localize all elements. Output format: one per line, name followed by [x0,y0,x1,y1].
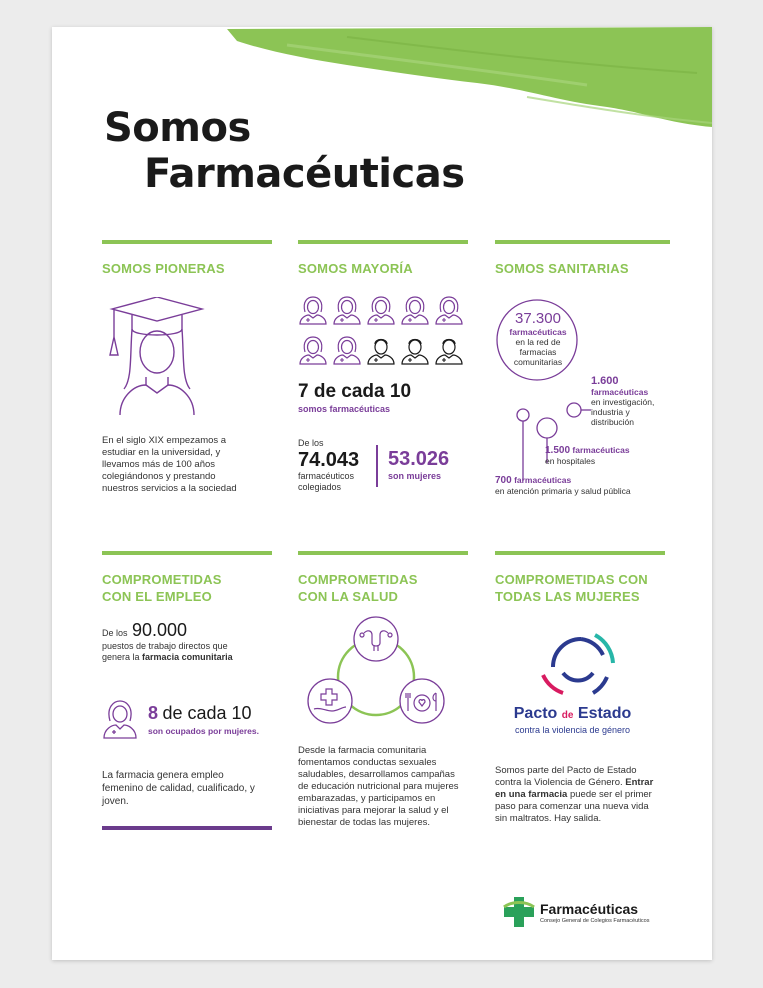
colegiados-block [298,437,468,497]
ratio-big [148,703,252,724]
women-number: 53.026 [388,448,450,470]
section-title [495,571,665,605]
pacto-sub: contra la violencia de género [514,725,631,735]
title-line-2: CON EL EMPLEO [102,589,212,604]
pharmacist-woman-icon [332,335,362,365]
women-label: son mujeres [388,471,442,481]
section-mujeres [495,551,665,825]
page-title [104,105,465,197]
hand-cross-icon [308,679,352,723]
c4-bold: farmacéuticas [514,475,572,485]
section-bottom-rule [102,826,272,830]
pharmacist-woman-icon [332,295,362,325]
section-rule [298,240,468,244]
pharmacy-cross-icon [502,895,536,929]
graduate-woman-icon [102,297,212,417]
mujeres-text-a: Somos parte del Pacto de Estado contra la Violencia de Género. [495,765,637,788]
uterus-icon [354,617,398,661]
section-salud [298,551,468,829]
pharmacist-man-icon [400,335,430,365]
pacto-logo-text [495,705,650,735]
pharmacist-man-icon [434,335,464,365]
total-number: 74.043 [298,449,360,471]
section-mayoria [298,240,468,497]
section-title [102,571,272,605]
section-title: SOMOS SANITARIAS [495,261,629,276]
section-rule [102,551,272,555]
section-rule [495,240,670,244]
section-sanitarias [495,240,670,496]
bubble-2 [591,375,671,427]
brand: Farmacéuticas [540,901,639,917]
ratio-big: 7 de cada 10 [298,381,412,402]
total-label: farmacéuticos colegiados [298,471,355,492]
pharmacist-woman-icon [366,295,396,325]
c1-text: en la red de farmacias comunitarias [513,337,563,367]
smile-logo-icon [533,627,619,699]
title-line-1: COMPROMETIDAS [298,572,418,587]
bubble-4 [495,475,675,496]
bubble-1 [501,311,575,367]
c1-bold: farmacéuticas [509,327,567,337]
title-line-2: Farmacéuticas [144,151,465,197]
section-title: SOMOS PIONERAS [102,261,225,276]
empleo-ratio [102,699,272,741]
pacto-de: de [561,710,574,721]
c3-text: en hospitales [545,456,596,466]
c3-number: 1.500 [545,445,571,456]
salud-graphic [298,615,468,725]
section-title: SOMOS MAYORÍA [298,261,413,276]
c4-text: en atención primaria y salud pública [495,486,631,496]
c3-bold: farmacéuticas [572,445,630,455]
de-los-label: De los [298,438,324,448]
empleo-number: 90.000 [131,620,188,640]
title-line-1: COMPROMETIDAS [102,572,222,587]
section-rule [298,551,468,555]
c1-number: 37.300 [515,310,561,327]
pharmacist-woman-icon [400,295,430,325]
ratio-sub: son ocupados por mujeres. [148,726,259,736]
ratio-num: 8 [148,703,159,723]
mujeres-text-b: Entrar en una farmacia [495,777,654,800]
title-line-2: CON LA SALUD [298,589,399,604]
ratio-sub: somos farmacéuticas [298,404,391,414]
ratio-rest: de cada 10 [162,703,252,723]
pharmacist-woman-icon [434,295,464,325]
pharmacist-woman-icon [298,335,328,365]
title-line-1: COMPROMETIDAS CON [495,572,648,587]
empleo-text [102,641,252,663]
empleo-text-a: puestos de trabajo directos que genera la [102,641,228,662]
ratio-block [298,381,468,415]
c4-number: 700 [495,475,512,486]
title-line-1: Somos [104,105,251,151]
c2-bold: farmacéuticas [591,387,649,397]
section-rule [495,551,665,555]
bubble-3 [545,445,665,466]
c2-number: 1.600 [591,375,619,387]
mujeres-text-c: puede ser el primer paso para comenzar una nueva vida sin maltratos. Hay salida. [495,789,652,824]
empleo-text-b: farmacia comunitaria [142,652,233,662]
people-grid [298,295,468,367]
pharmacist-woman-icon [102,699,138,739]
de-los-label: De los [102,628,128,638]
pharmacist-woman-icon [298,295,328,325]
mujeres-text [495,765,657,825]
brand-sub: Consejo General de Colegios Farmacéuticos [540,918,650,924]
pacto-a: Pacto [513,705,558,722]
empleo-footer: La farmacia genera empleo femenino de calidad, cualificado, y joven. [102,770,255,807]
c2-text: en investigación, industria y distribución [591,397,655,427]
title-line-2: TODAS LAS MUJERES [495,589,640,604]
section-empleo [102,551,272,830]
pioneras-text: En el siglo XIX empezamos a estudiar en la universidad, y llevamos más de 100 años colegiándonos y prestando nuestros servicios a la sociedad [102,435,237,494]
empleo-number-block [102,621,272,663]
section-title [298,571,468,605]
pacto-b: Estado [577,705,632,722]
section-pioneras [102,240,272,495]
divider [376,445,378,487]
section-rule [102,240,272,244]
sanitarias-diagram [495,283,670,496]
pharmacist-man-icon [366,335,396,365]
salud-text: Desde la farmacia comunitaria fomentamos conductas sexuales saludables, desarrollamos campañas de educación nutricional para mujeres embarazadas, y participamos en iniciativas para mejorar la salud y el bienestar de todas las mujeres. [298,745,459,828]
poster [52,27,712,960]
footer-logo [502,895,682,935]
plate-cutlery-icon [400,679,444,723]
